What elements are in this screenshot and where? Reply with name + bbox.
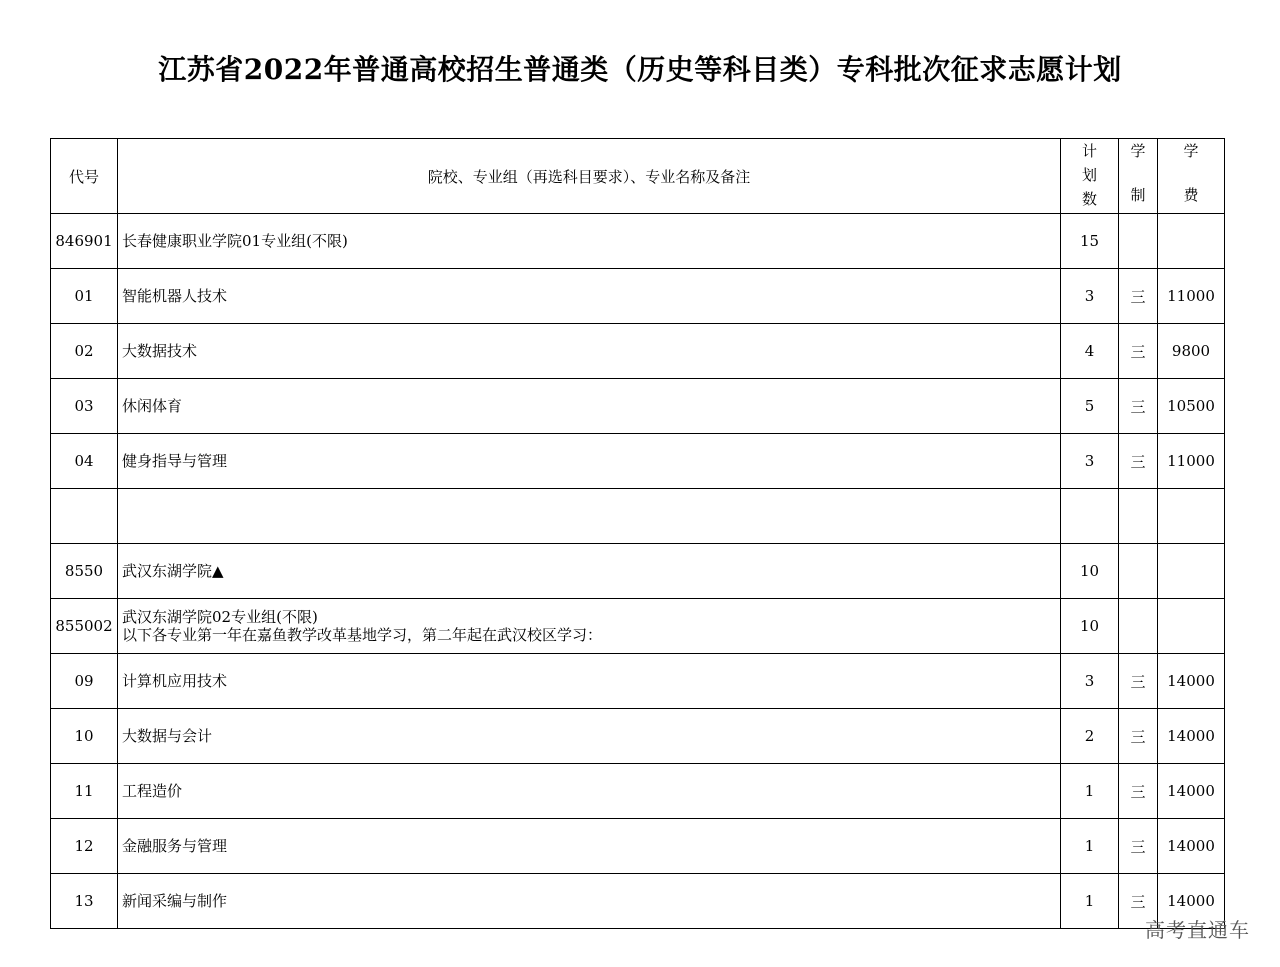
table-row bbox=[51, 269, 1225, 324]
cell-plan-count: 15 bbox=[1061, 214, 1119, 269]
cell-code: 03 bbox=[51, 379, 118, 434]
cell-tuition bbox=[1158, 544, 1225, 599]
cell-code: 8550 bbox=[51, 544, 118, 599]
header-tuition-char: 费 bbox=[1183, 186, 1199, 204]
cell-plan-count: 3 bbox=[1061, 434, 1119, 489]
header-name: 院校、专业组（再选科目要求）、专业名称及备注 bbox=[118, 139, 1061, 214]
table-row bbox=[51, 709, 1225, 764]
cell-code: 846901 bbox=[51, 214, 118, 269]
cell-plan-count bbox=[1061, 489, 1119, 544]
cell-duration bbox=[1119, 599, 1158, 654]
cell-name bbox=[118, 379, 1061, 434]
cell-tuition: 9800 bbox=[1158, 324, 1225, 379]
cell-tuition: 11000 bbox=[1158, 269, 1225, 324]
cell-code: 09 bbox=[51, 654, 118, 709]
cell-name bbox=[118, 434, 1061, 489]
cell-code: 12 bbox=[51, 819, 118, 874]
page-title: 江苏省2022年普通高校招生普通类（历史等科目类）专科批次征求志愿计划 bbox=[158, 53, 1122, 86]
cell-code: 855002 bbox=[51, 599, 118, 654]
cell-duration: 三 bbox=[1119, 379, 1158, 434]
cell-name-text: 大数据与会计 bbox=[122, 727, 213, 745]
cell-name bbox=[118, 599, 1061, 654]
cell-plan-count: 3 bbox=[1061, 269, 1119, 324]
cell-duration bbox=[1119, 544, 1158, 599]
cell-name-text: 武汉东湖学院▲ bbox=[122, 562, 224, 580]
cell-duration: 三 bbox=[1119, 434, 1158, 489]
cell-name-text: 长春健康职业学院01专业组(不限) bbox=[122, 232, 348, 250]
cell-note-text: 以下各专业第一年在嘉鱼教学改革基地学习，第二年起在武汉校区学习： bbox=[122, 626, 603, 644]
cell-code bbox=[51, 489, 118, 544]
cell-tuition: 10500 bbox=[1158, 379, 1225, 434]
cell-duration bbox=[1119, 214, 1158, 269]
cell-plan-count: 4 bbox=[1061, 324, 1119, 379]
table-row bbox=[51, 764, 1225, 819]
cell-duration: 三 bbox=[1119, 819, 1158, 874]
cell-plan-count: 3 bbox=[1061, 654, 1119, 709]
table-row bbox=[51, 599, 1225, 654]
cell-plan-count: 5 bbox=[1061, 379, 1119, 434]
table-row bbox=[51, 654, 1225, 709]
cell-tuition: 14000 bbox=[1158, 654, 1225, 709]
cell-name-text: 计算机应用技术 bbox=[122, 672, 228, 690]
cell-plan-count: 10 bbox=[1061, 544, 1119, 599]
cell-plan-count: 1 bbox=[1061, 819, 1119, 874]
table-row bbox=[51, 544, 1225, 599]
table-row bbox=[51, 489, 1225, 544]
cell-name bbox=[118, 874, 1061, 929]
cell-tuition: 11000 bbox=[1158, 434, 1225, 489]
table-row bbox=[51, 379, 1225, 434]
cell-tuition bbox=[1158, 599, 1225, 654]
cell-tuition bbox=[1158, 489, 1225, 544]
cell-name-text: 金融服务与管理 bbox=[122, 837, 228, 855]
header-duration-char: 制 bbox=[1130, 186, 1146, 204]
cell-name bbox=[118, 544, 1061, 599]
table-row bbox=[51, 819, 1225, 874]
cell-name bbox=[118, 489, 1061, 544]
header-plan-count-char: 计 bbox=[1081, 142, 1097, 160]
cell-duration: 三 bbox=[1119, 874, 1158, 929]
cell-name bbox=[118, 324, 1061, 379]
cell-name bbox=[118, 709, 1061, 764]
cell-code: 11 bbox=[51, 764, 118, 819]
table-body bbox=[51, 214, 1225, 929]
cell-tuition: 14000 bbox=[1158, 764, 1225, 819]
cell-name bbox=[118, 269, 1061, 324]
cell-name bbox=[118, 654, 1061, 709]
cell-tuition: 14000 bbox=[1158, 819, 1225, 874]
cell-tuition: 14000 bbox=[1158, 874, 1225, 929]
enrollment-plan-table bbox=[50, 138, 1225, 929]
cell-name-text: 智能机器人技术 bbox=[122, 287, 228, 305]
table-row bbox=[51, 434, 1225, 489]
cell-name-text: 新闻采编与制作 bbox=[122, 892, 228, 910]
header-plan-count-char: 划 bbox=[1081, 166, 1097, 184]
cell-duration: 三 bbox=[1119, 764, 1158, 819]
cell-plan-count: 1 bbox=[1061, 764, 1119, 819]
cell-name bbox=[118, 819, 1061, 874]
cell-code: 02 bbox=[51, 324, 118, 379]
cell-duration: 三 bbox=[1119, 269, 1158, 324]
cell-duration bbox=[1119, 489, 1158, 544]
header-code: 代号 bbox=[51, 139, 118, 214]
cell-code: 10 bbox=[51, 709, 118, 764]
cell-name bbox=[118, 764, 1061, 819]
header-tuition bbox=[1158, 139, 1225, 214]
table-row bbox=[51, 874, 1225, 929]
header-duration bbox=[1119, 139, 1158, 214]
cell-name-text: 武汉东湖学院02专业组(不限) bbox=[122, 608, 318, 626]
table-row bbox=[51, 324, 1225, 379]
cell-name bbox=[118, 214, 1061, 269]
watermark-text: 高考直通车 bbox=[1145, 918, 1250, 942]
header-duration-char: 学 bbox=[1130, 142, 1146, 160]
cell-name-text: 休闲体育 bbox=[122, 397, 183, 415]
cell-tuition bbox=[1158, 214, 1225, 269]
table-header-row bbox=[51, 139, 1225, 214]
cell-tuition: 14000 bbox=[1158, 709, 1225, 764]
cell-code: 01 bbox=[51, 269, 118, 324]
cell-name-text: 健身指导与管理 bbox=[122, 452, 228, 470]
header-tuition-char: 学 bbox=[1183, 142, 1199, 160]
cell-plan-count: 10 bbox=[1061, 599, 1119, 654]
header-plan-count bbox=[1061, 139, 1119, 214]
header-plan-count-char: 数 bbox=[1081, 190, 1097, 208]
cell-duration: 三 bbox=[1119, 654, 1158, 709]
cell-plan-count: 1 bbox=[1061, 874, 1119, 929]
cell-duration: 三 bbox=[1119, 709, 1158, 764]
cell-duration: 三 bbox=[1119, 324, 1158, 379]
cell-name-text: 大数据技术 bbox=[122, 342, 198, 360]
cell-code: 13 bbox=[51, 874, 118, 929]
cell-name-text: 工程造价 bbox=[122, 782, 183, 800]
cell-code: 04 bbox=[51, 434, 118, 489]
table-row bbox=[51, 214, 1225, 269]
cell-plan-count: 2 bbox=[1061, 709, 1119, 764]
